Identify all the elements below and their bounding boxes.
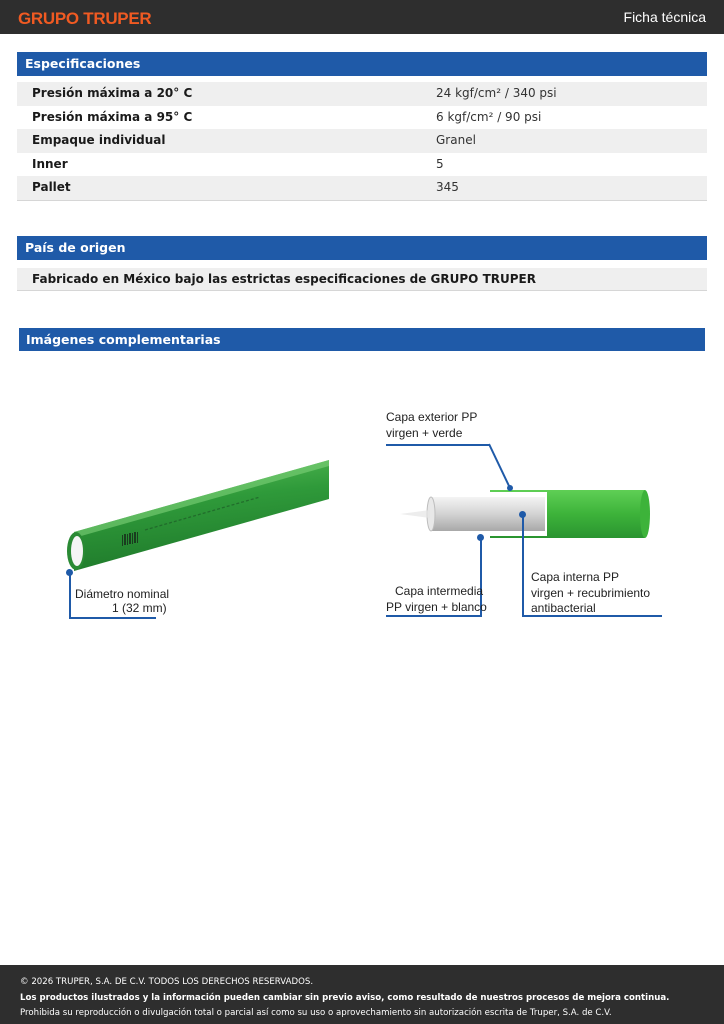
table-divider <box>17 200 707 201</box>
inner-layer-label-line3: antibacterial <box>531 601 596 615</box>
spec-value: Granel <box>436 133 476 147</box>
spec-row <box>17 176 707 200</box>
spec-row <box>17 153 707 177</box>
diameter-label: Diámetro nominal <box>75 587 170 601</box>
pipe-image <box>60 450 335 575</box>
callout-dot <box>477 534 484 541</box>
specs-section-header: Especificaciones <box>17 52 707 76</box>
callout-line-inner <box>522 514 524 617</box>
spec-label: Presión máxima a 20° C <box>32 86 193 100</box>
spec-row <box>17 106 707 130</box>
spec-value: 24 kgf/cm² / 340 psi <box>436 86 557 100</box>
document-type: Ficha técnica <box>623 9 706 25</box>
pipe-layers-image <box>400 480 680 560</box>
spec-label: Inner <box>32 156 68 171</box>
pipe-end-white-layer <box>71 536 83 566</box>
middle-layer-label-line1: Capa intermedia <box>395 584 484 598</box>
inner-layer-label-line2: virgen + recubrimiento <box>531 586 651 600</box>
footer-notice: Los productos ilustrados y la información pueden cambiar sin previo aviso, como resultado de nuestros procesos de mejora continua. <box>20 992 670 1003</box>
spec-row <box>17 129 707 153</box>
footer <box>0 965 724 1024</box>
callout-line-diameter <box>69 617 156 619</box>
spec-label: Empaque individual <box>32 133 166 147</box>
top-bar <box>0 0 724 34</box>
spec-row <box>17 82 707 106</box>
callout-diagonal-outer <box>488 443 514 491</box>
origin-section-header: País de origen <box>17 236 707 260</box>
spec-label: Pallet <box>32 180 71 194</box>
callout-dot <box>66 569 73 576</box>
images-section-header: Imágenes complementarias <box>19 328 705 351</box>
spec-value: 5 <box>436 156 444 171</box>
brand-logo: GRUPO TRUPER <box>18 9 152 28</box>
callout-line-outer <box>386 444 490 446</box>
inner-layer <box>430 497 545 531</box>
callout-line-diameter <box>69 572 71 619</box>
light-streak <box>400 510 430 518</box>
spec-value: 6 kgf/cm² / 90 psi <box>436 109 542 124</box>
diameter-value: 1 (32 mm) <box>112 601 167 615</box>
outer-layer-end <box>640 490 650 538</box>
spec-label: Presión máxima a 95° C <box>32 109 193 124</box>
footer-copyright: © 2026 TRUPER, S.A. DE C.V. TODOS LOS DERECHOS RESERVADOS. <box>20 977 314 987</box>
footer-prohibition: Prohibida su reproducción o divulgación total o parcial así como su uso o aprovechamiento sin autorización escrita de Truper, S.A. de C.V. <box>20 1008 612 1018</box>
origin-text: Fabricado en México bajo las estrictas especificaciones de GRUPO TRUPER <box>17 268 707 291</box>
callout-dot <box>519 511 526 518</box>
middle-layer-label-line2: PP virgen + blanco <box>386 600 487 614</box>
specs-table <box>17 82 707 201</box>
spec-value: 345 <box>436 180 459 194</box>
outer-layer-label-line1: Capa exterior PP <box>386 410 478 424</box>
inner-layer-label-line1: Capa interna PP <box>531 570 620 584</box>
callout-line-middle <box>386 615 482 617</box>
outer-layer-label-line2: virgen + verde <box>386 426 463 440</box>
